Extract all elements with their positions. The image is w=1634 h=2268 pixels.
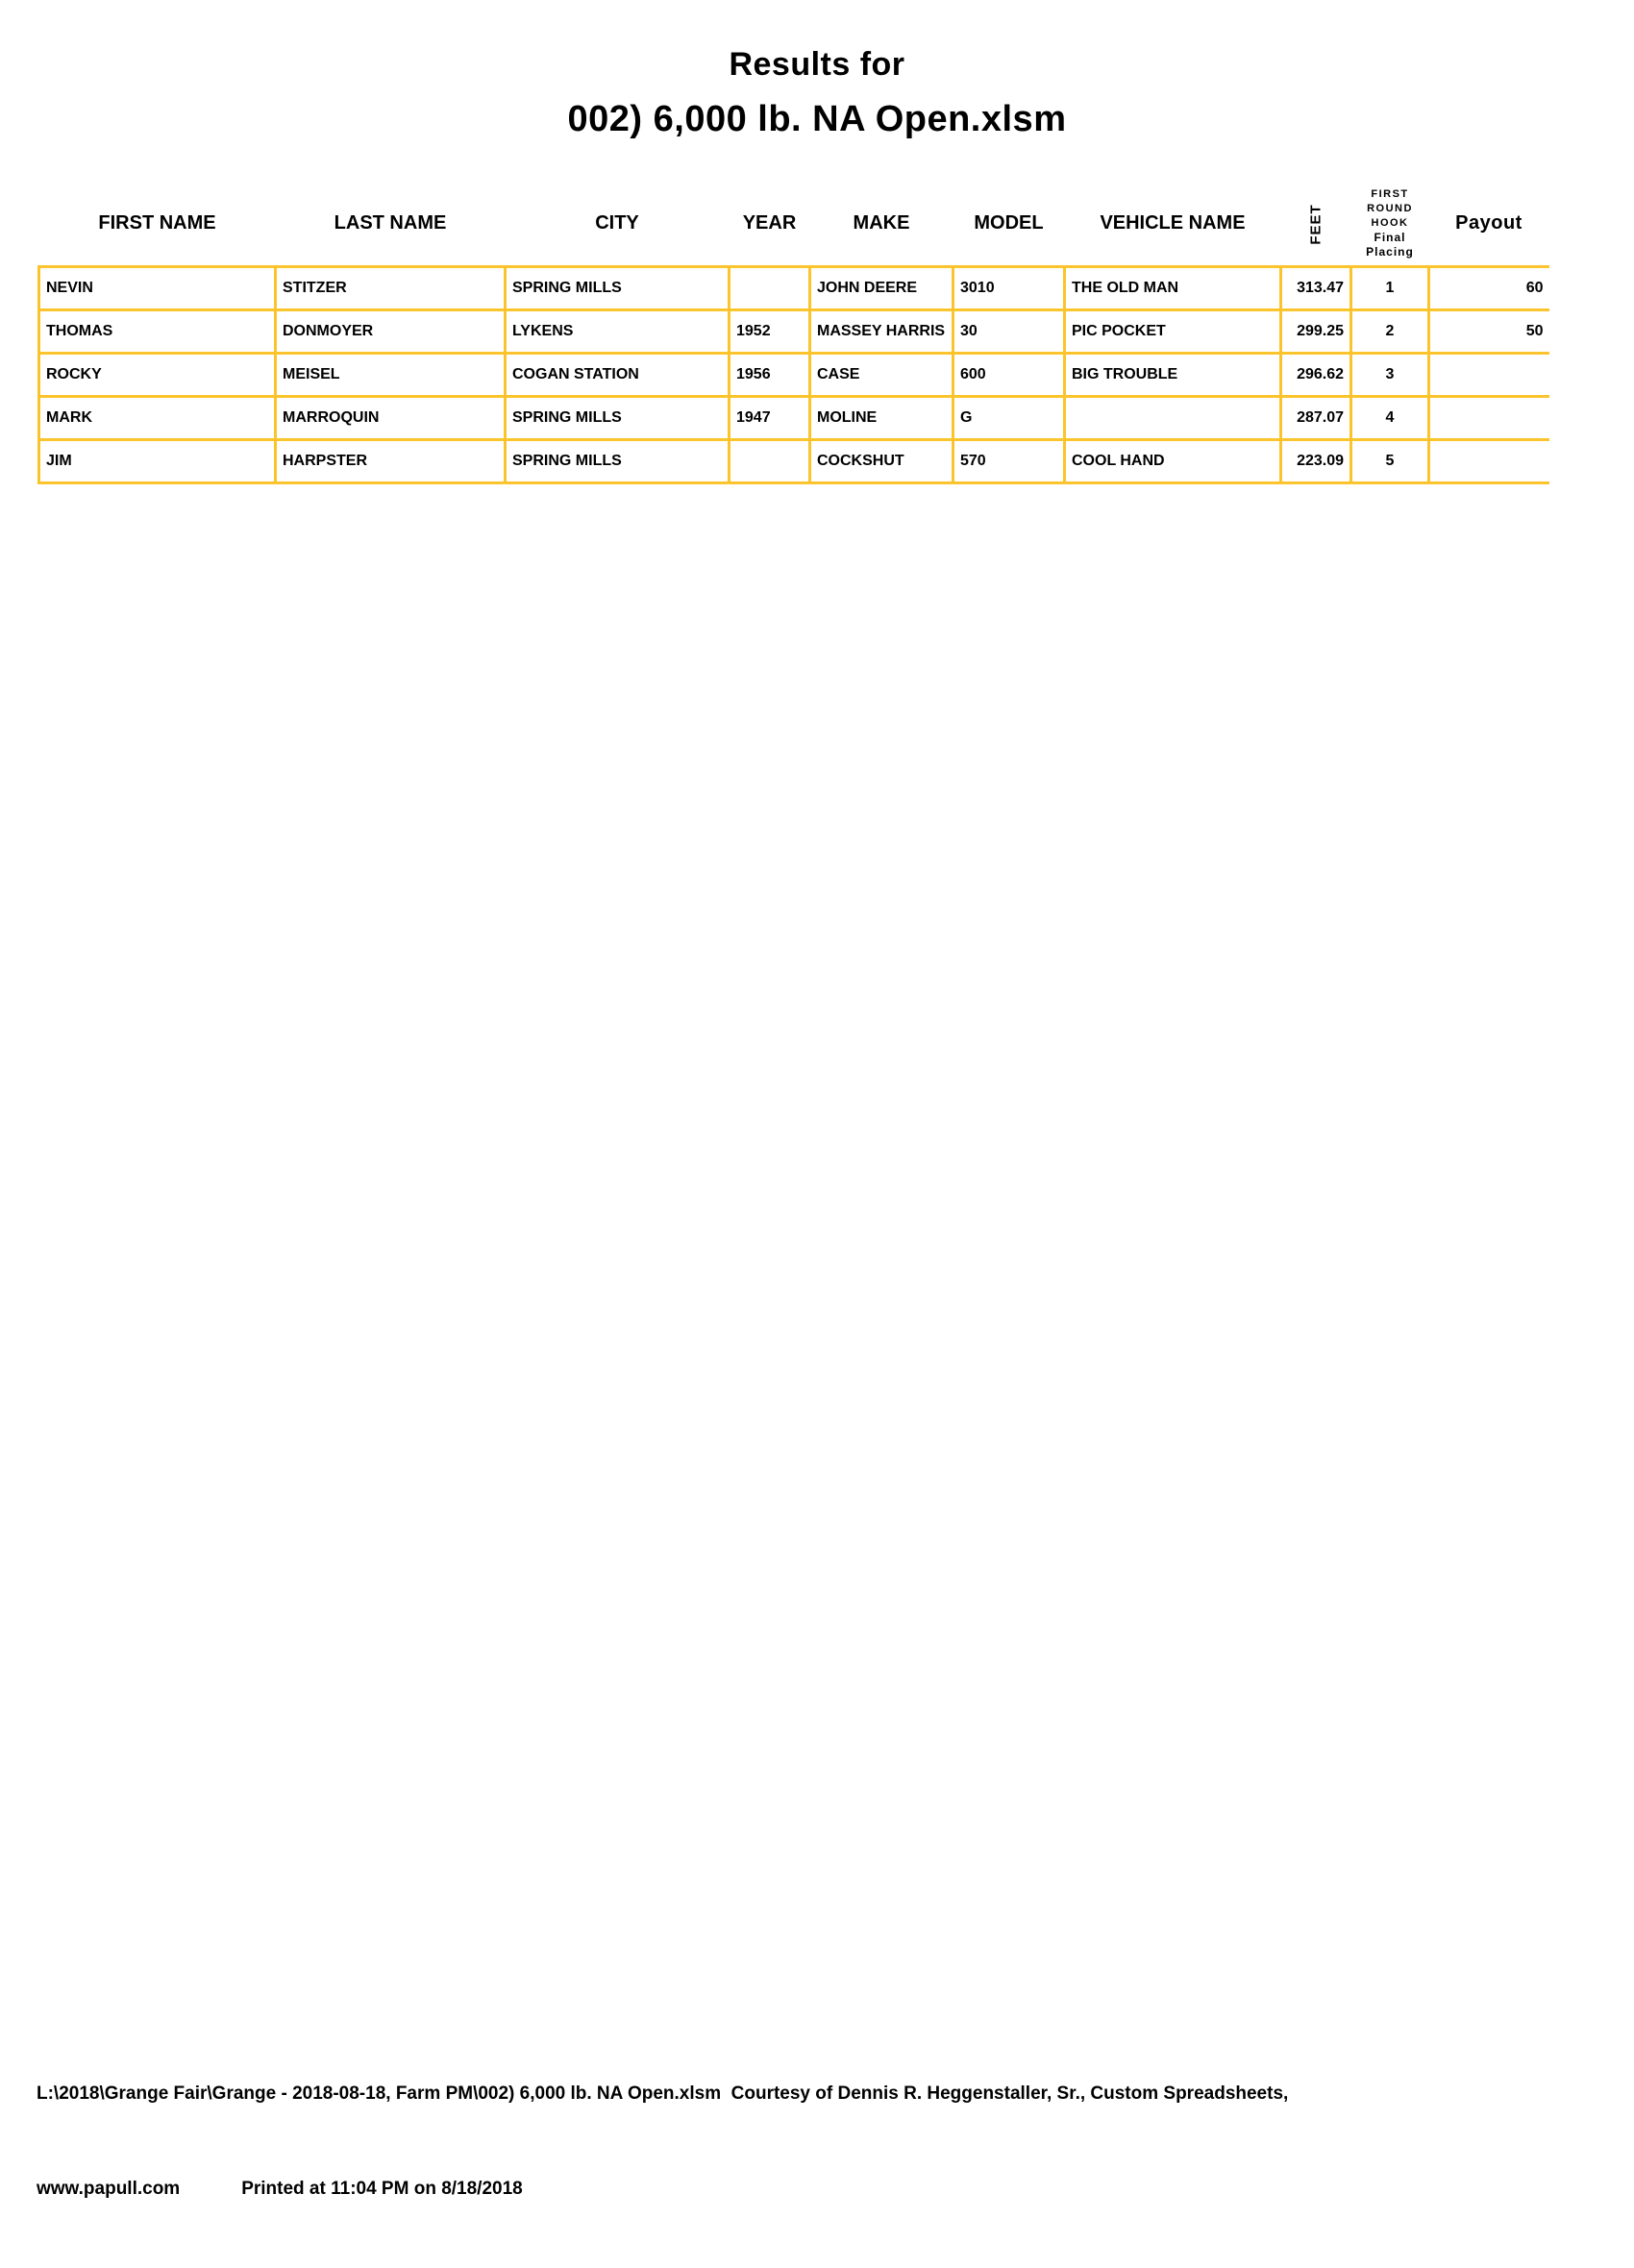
header-last-name: LAST NAME [334, 212, 447, 234]
cell-last-name: MEISEL [276, 353, 506, 396]
cell-make: MOLINE [810, 396, 953, 439]
cell-first-name: ROCKY [39, 353, 276, 396]
header-city: CITY [595, 212, 639, 234]
page-title: Results for [729, 46, 905, 83]
cell-vehicle-name: COOL HAND [1065, 439, 1281, 482]
results-table-body [39, 266, 1549, 482]
cell-payout: 60 [1429, 266, 1549, 309]
cell-first-name: JIM [39, 439, 276, 482]
page-subtitle-filename: 002) 6,000 lb. NA Open.xlsm [567, 99, 1067, 139]
cell-payout [1429, 353, 1549, 396]
header-hook-line1: FIRST ROUND [1367, 188, 1413, 215]
cell-last-name: STITZER [276, 266, 506, 309]
footer-file-path: L:\2018\Grange Fair\Grange - 2018-08-18, Farm PM\002) 6,000 lb. NA Open.xlsm Courtesy of Dennis R. Heggenstaller, Sr., Custom Spreadsheets, [37, 2083, 1289, 2104]
cell-year: 1956 [730, 353, 810, 396]
cell-last-name: DONMOYER [276, 309, 506, 353]
cell-city: SPRING MILLS [506, 266, 730, 309]
footer-printed-timestamp: Printed at 11:04 PM on 8/18/2018 [241, 2179, 523, 2199]
cell-placing: 4 [1351, 396, 1429, 439]
cell-first-name: MARK [39, 396, 276, 439]
table-row [39, 266, 1549, 309]
cell-placing: 2 [1351, 309, 1429, 353]
cell-payout [1429, 396, 1549, 439]
cell-make: CASE [810, 353, 953, 396]
cell-vehicle-name: PIC POCKET [1065, 309, 1281, 353]
cell-feet: 313.47 [1281, 266, 1351, 309]
title-block [0, 46, 1634, 140]
cell-make: MASSEY HARRIS [810, 309, 953, 353]
cell-make: JOHN DEERE [810, 266, 953, 309]
cell-vehicle-name: BIG TROUBLE [1065, 353, 1281, 396]
cell-city: SPRING MILLS [506, 439, 730, 482]
cell-feet: 287.07 [1281, 396, 1351, 439]
cell-first-name: THOMAS [39, 309, 276, 353]
header-feet [1281, 183, 1351, 266]
cell-vehicle-name [1065, 396, 1281, 439]
header-payout: Payout [1455, 212, 1523, 234]
table-row [39, 439, 1549, 482]
cell-make: COCKSHUT [810, 439, 953, 482]
cell-vehicle-name: THE OLD MAN [1065, 266, 1281, 309]
header-row [39, 183, 1549, 266]
table-row [39, 396, 1549, 439]
cell-model: 570 [953, 439, 1065, 482]
cell-placing: 3 [1351, 353, 1429, 396]
cell-last-name: MARROQUIN [276, 396, 506, 439]
cell-model: 600 [953, 353, 1065, 396]
cell-placing: 1 [1351, 266, 1429, 309]
header-model: MODEL [974, 212, 1044, 234]
cell-city: SPRING MILLS [506, 396, 730, 439]
cell-year [730, 266, 810, 309]
header-first-name: FIRST NAME [98, 212, 216, 234]
header-first-round-hook [1351, 183, 1429, 266]
cell-year: 1952 [730, 309, 810, 353]
table-row [39, 309, 1549, 353]
cell-payout [1429, 439, 1549, 482]
header-feet-label: FEET [1307, 204, 1325, 245]
footer-website: www.papull.com [37, 2179, 181, 2199]
cell-city: LYKENS [506, 309, 730, 353]
header-make: MAKE [853, 212, 910, 234]
page-footer [37, 2014, 1288, 2268]
cell-year: 1947 [730, 396, 810, 439]
cell-placing: 5 [1351, 439, 1429, 482]
header-hook-line3: Final Placing [1366, 231, 1414, 259]
cell-feet: 223.09 [1281, 439, 1351, 482]
cell-feet: 296.62 [1281, 353, 1351, 396]
header-vehicle-name: VEHICLE NAME [1100, 212, 1246, 234]
cell-payout: 50 [1429, 309, 1549, 353]
footer-line2 [37, 2173, 1288, 2205]
header-hook-line2: HOOK [1371, 217, 1409, 230]
cell-model: 3010 [953, 266, 1065, 309]
cell-city: COGAN STATION [506, 353, 730, 396]
cell-year [730, 439, 810, 482]
cell-last-name: HARPSTER [276, 439, 506, 482]
cell-model: G [953, 396, 1065, 439]
header-year: YEAR [742, 212, 797, 234]
table-row [39, 353, 1549, 396]
results-table [37, 183, 1549, 484]
cell-first-name: NEVIN [39, 266, 276, 309]
cell-model: 30 [953, 309, 1065, 353]
cell-feet: 299.25 [1281, 309, 1351, 353]
